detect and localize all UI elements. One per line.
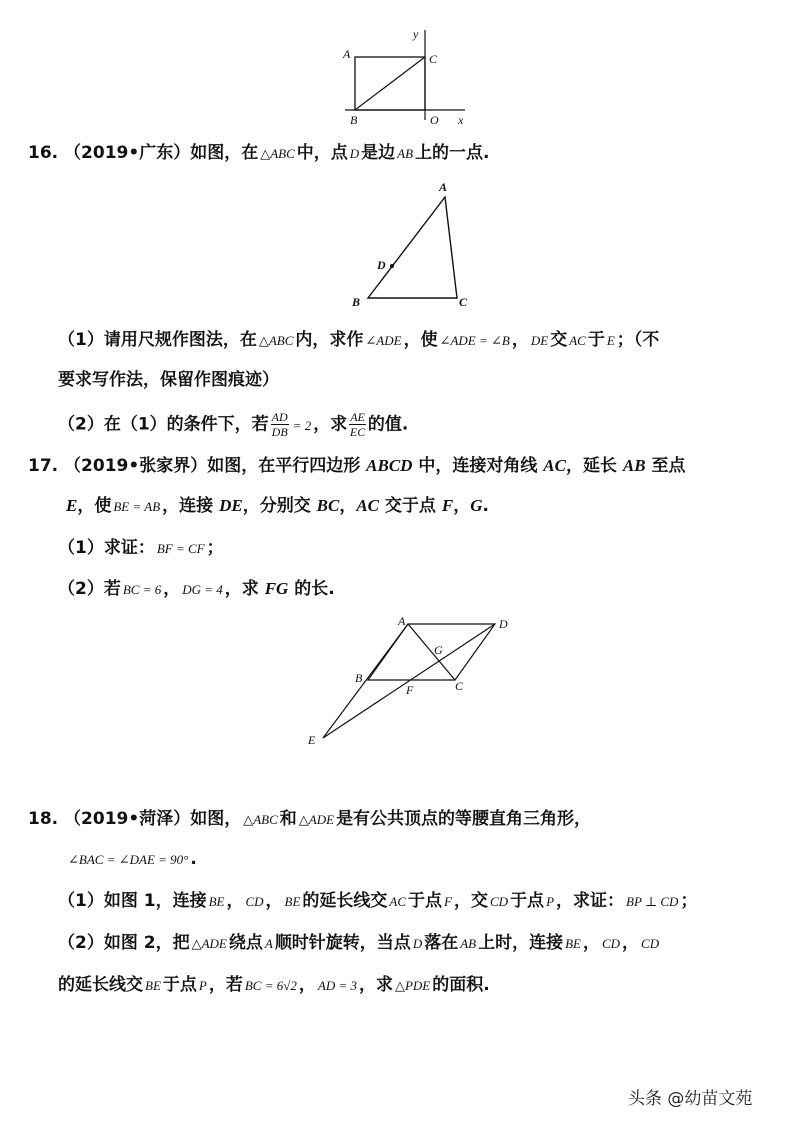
text-line <box>28 807 591 832</box>
text-line <box>58 536 224 561</box>
text-segment: 于点 <box>408 891 443 911</box>
svg-text:A: A <box>343 47 351 61</box>
math-expression: ∠ADE <box>365 333 402 348</box>
math-expression: D <box>349 146 360 161</box>
svg-text:A: A <box>439 180 448 194</box>
math-expression: DE <box>530 333 549 348</box>
math-expression: BE <box>565 936 581 951</box>
text-segment: 交于点 <box>379 496 442 516</box>
math-expression: CD <box>641 936 660 951</box>
math-expression: E <box>606 333 615 348</box>
text-segment: 落在 <box>424 933 459 953</box>
text-segment: 上的一点. <box>415 143 490 163</box>
text-segment: ，求 <box>224 579 265 599</box>
text-segment: ， <box>453 496 471 516</box>
svg-text:B: B <box>352 295 361 309</box>
text-segment: 和 <box>279 809 297 829</box>
math-expression: F <box>444 894 452 909</box>
math-expression: G <box>470 496 483 515</box>
text-segment: 的延长线交 <box>58 975 143 995</box>
text-segment: ， <box>339 496 357 516</box>
math-expression: DE <box>219 496 243 515</box>
text-segment: 至点 <box>645 456 686 476</box>
math-expression: ∠BAC = ∠DAE = 90° <box>68 852 189 867</box>
svg-text:D: D <box>377 258 386 272</box>
svg-text:E: E <box>308 733 316 747</box>
text-line <box>58 931 661 956</box>
numerator: AD <box>271 410 288 424</box>
text-line <box>66 847 197 872</box>
fraction <box>271 410 289 439</box>
text-segment: ，交 <box>454 891 488 911</box>
numerator: AE <box>350 410 365 424</box>
math-expression: ABCD <box>366 456 413 475</box>
math-expression: AC <box>389 894 407 909</box>
text-segment: 于 <box>587 330 605 350</box>
text-segment: 于点 <box>162 975 197 995</box>
math-expression: BF = CF <box>156 541 205 556</box>
text-segment: ， <box>622 933 640 953</box>
svg-text:D: D <box>499 617 508 631</box>
text-segment: 是有公共顶点的等腰直角三角形， <box>336 809 592 829</box>
math-expression: FG <box>264 579 289 598</box>
text-segment: （1）如图 1，连接 <box>58 891 207 911</box>
math-expression: AC <box>356 496 379 515</box>
math-expression: BC = 6 <box>122 582 162 597</box>
text-line <box>66 494 489 519</box>
text-segment: ，求 <box>358 975 393 995</box>
math-expression: △ABC <box>258 333 294 348</box>
text-segment: （1）求证： <box>58 538 155 558</box>
text-segment: ，连接 <box>162 496 220 516</box>
text-line <box>58 368 279 392</box>
text-segment: 绕点 <box>228 933 263 953</box>
text-segment: 中，点 <box>296 143 348 163</box>
text-line <box>58 973 490 998</box>
text-segment: 17. （2019•张家界）如图，在平行四边形 <box>28 456 367 476</box>
text-segment: （1）请用尺规作图法，在 <box>58 330 257 350</box>
svg-text:O: O <box>430 113 439 127</box>
math-expression: P <box>546 894 555 909</box>
text-segment: 内，求作 <box>295 330 364 350</box>
text-segment: ， <box>265 891 283 911</box>
text-segment: ， <box>298 975 316 995</box>
text-segment: （2）若 <box>58 579 121 599</box>
svg-text:C: C <box>429 52 438 66</box>
text-segment: 是边 <box>361 143 396 163</box>
fraction <box>349 410 366 439</box>
svg-text:B: B <box>350 113 358 127</box>
text-line <box>28 454 686 478</box>
text-segment: 的长. <box>288 579 335 599</box>
math-expression: △ABC <box>260 146 295 161</box>
text-segment: 的面积. <box>432 975 490 995</box>
math-expression: A <box>264 936 273 951</box>
text-segment: ， <box>582 933 600 953</box>
text-segment: ； <box>206 538 224 558</box>
math-expression: △PDE <box>394 978 431 993</box>
text-segment: 中，连接对角线 <box>412 456 544 476</box>
denominator: EC <box>349 425 366 439</box>
text-segment: 要求写作法，保留作图痕迹） <box>58 370 279 390</box>
text-line <box>58 328 659 353</box>
svg-text:G: G <box>434 643 443 657</box>
math-expression: CD <box>490 894 509 909</box>
math-expression: BE <box>145 978 161 993</box>
text-segment: ，若 <box>208 975 243 995</box>
math-expression: P <box>198 978 207 993</box>
text-segment: ；（不 <box>616 330 660 350</box>
text-segment: 的值. <box>367 414 409 435</box>
text-segment: ， <box>511 330 529 350</box>
math-expression: E <box>66 496 78 515</box>
math-expression: ∠ADE = ∠B <box>439 333 510 348</box>
text-line <box>58 577 335 602</box>
math-expression: D <box>412 936 423 951</box>
math-expression: BE <box>208 894 225 909</box>
svg-text:B: B <box>355 671 363 685</box>
math-expression: △ADE <box>191 936 227 951</box>
text-segment: ，使 <box>77 496 112 516</box>
math-expression: AB <box>397 146 414 161</box>
text-segment: 于点 <box>510 891 545 911</box>
math-expression: AD = 3 <box>317 978 357 993</box>
text-segment: 交 <box>550 330 568 350</box>
math-expression: BE = AB <box>113 499 161 514</box>
text-segment: ， <box>226 891 244 911</box>
text-segment: ，延长 <box>565 456 623 476</box>
svg-text:C: C <box>455 679 464 693</box>
text-segment: ， <box>163 579 181 599</box>
text-line <box>58 410 408 439</box>
math-expression: F <box>441 496 454 515</box>
text-line <box>58 889 697 914</box>
svg-text:A: A <box>398 614 406 628</box>
svg-text:F: F <box>406 683 414 697</box>
math-expression: DG = 4 <box>182 582 223 597</box>
math-expression: AC <box>569 333 586 348</box>
math-expression: △ADE <box>298 812 335 827</box>
text-segment: ； <box>680 891 698 911</box>
text-segment: 18. （2019•菏泽）如图， <box>28 809 242 829</box>
text-segment: . <box>482 496 489 516</box>
text-segment: （2）如图 2，把 <box>58 933 190 953</box>
math-expression: AB <box>622 456 646 475</box>
text-segment: ，求 <box>313 414 348 435</box>
math-expression: AC <box>543 456 566 475</box>
svg-text:x: x <box>458 113 464 127</box>
text-segment: 顺时针旋转，当点 <box>274 933 411 953</box>
text-segment: ，使 <box>403 330 438 350</box>
watermark: 头条 @幼苗文苑 <box>628 1089 753 1109</box>
math-expression: BC = 6√2 <box>244 978 297 993</box>
text-segment: ，分别交 <box>242 496 317 516</box>
math-expression: CD <box>601 936 621 951</box>
math-expression: = 2 <box>292 417 312 433</box>
text-segment: （2）在（1）的条件下，若 <box>58 414 269 435</box>
svg-text:y: y <box>413 27 419 41</box>
text-segment: 的延长线交 <box>302 891 388 911</box>
text-segment: . <box>190 849 197 869</box>
denominator: DB <box>271 425 288 439</box>
math-expression: △ABC <box>243 812 278 827</box>
text-line <box>28 141 490 166</box>
math-expression: BE <box>284 894 301 909</box>
svg-text:C: C <box>459 295 468 309</box>
math-expression: BC <box>316 496 340 515</box>
math-expression: CD <box>245 894 264 909</box>
math-expression: BP ⊥ CD <box>626 894 679 909</box>
text-segment: ，求证： <box>556 891 625 911</box>
text-segment: 16. （2019•广东）如图，在 <box>28 143 259 163</box>
text-segment: 上时，连接 <box>478 933 564 953</box>
math-expression: AB <box>460 936 477 951</box>
